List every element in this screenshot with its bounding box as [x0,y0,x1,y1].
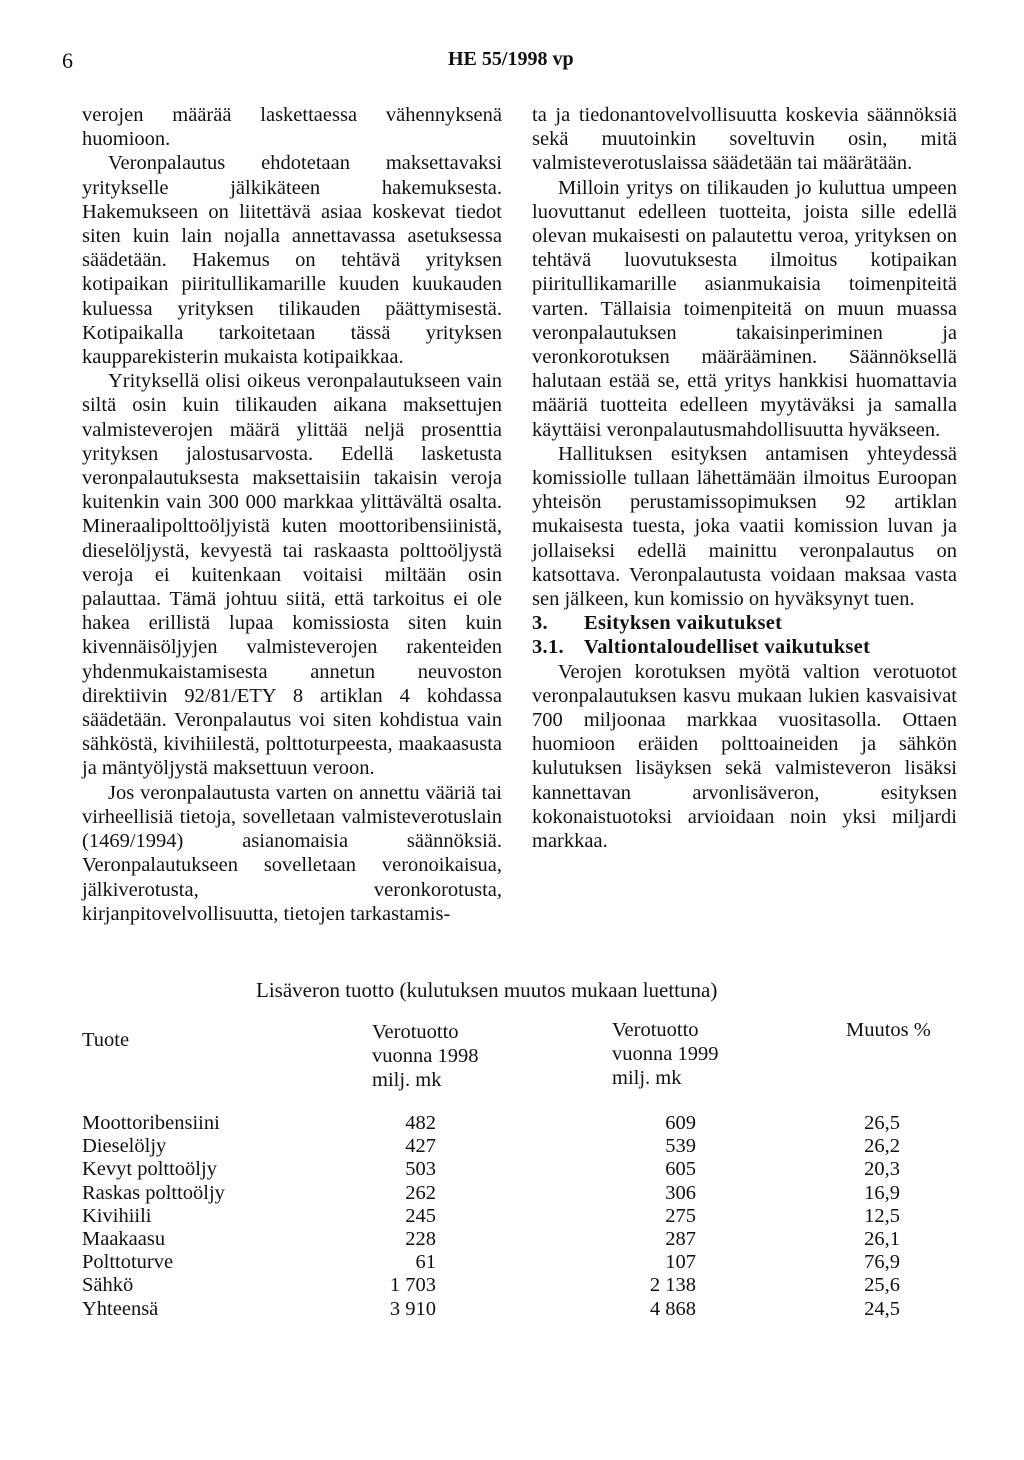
header-line: milj. mk [372,1069,442,1091]
table-cell: 306 [665,1181,696,1204]
subsection-heading [532,635,957,659]
table-cell: 24,5 [864,1297,900,1320]
table-cell: 12,5 [864,1204,900,1227]
paragraph: Jos veronpalautusta varten on annettu vääriä tai virheellisiä tietoja, sovelletaan valmisteverotuslain (1469/1994) asianomaisia säännöksiä. Veronpalautukseen sovelletaan veronoikaisua, jälkiverotusta, veronkorotusta, kirjanpitovelvollisuutta, tietojen tarkastamis- [82,781,502,925]
paragraph: Hallituksen esityksen antamisen yhteydessä komissiolle tullaan lähettämään ilmoitus Euroopan yhteisön perustamissopimuksen 92 artiklan mukaisesta tuesta, joka vaatii komission luvan ja jollaiseksi edellä mainittu veronpalautus on katsottava. Veronpalautusta voidaan maksaa vasta sen jälkeen, kun komissio on hyväksynyt tuen. [532,442,957,611]
table-cell: Kevyt polttoöljy [82,1158,217,1181]
table-cell: 427 [405,1135,436,1158]
paragraph: Milloin yritys on tilikauden jo kuluttua umpeen luovuttanut edelleen tuotteita, joista sille edellä olevan mukaisesti on palautettu veroa, yrityksen on tehtävä luovutuksesta ilmoitus kotipaikan piiritullikamarille asianmukaisia toimenpiteitä varten. Tällaisia toimenpiteitä on muun muassa veronpalautuksen takaisinperiminen ja veronkorotuksen määrääminen. Säännöksellä halutaan estää se, että yritys hankkisi huomattavia määriä tuotteita edelleen myytäväksi ja samalla käyttäisi veronpalautusmahdollisuutta hyväkseen. [532,176,957,441]
table-cell: 26,5 [864,1112,900,1134]
table-cell: 20,3 [864,1158,900,1181]
table-cell: 107 [665,1251,696,1274]
header-line: milj. mk [612,1067,682,1089]
table-cell: 605 [665,1158,696,1181]
product-column [82,1112,332,1321]
table-cell: 61 [415,1251,436,1274]
header-line: vuonna 1998 [372,1045,479,1067]
paragraph: Veronpalautus ehdotetaan maksettavaksi yritykselle jälkikäteen hakemuksesta. Hakemukseen on liitettävä asiaa koskevat tiedot siten kuin lain nojalla annettavassa asetuksessa säädetään. Hakemus on tehtävä yrityksen kotipaikan piiritullikamarille kuuden kuukauden kuluessa yrityksen tilikauden päättymisestä. Kotipaikalla tarkoitetaan tässä yrityksen kaupparekisterin mukaista kotipaikkaa. [82,152,502,369]
table-cell: 26,1 [864,1227,900,1250]
table-cell: 482 [405,1112,436,1134]
paragraph: Verojen korotuksen myötä valtion verotuotot veronpalautuksen kasvu mukaan lukien kasvaisivat 700 miljoonaa markkaa vuositasolla. Ottaen huomioon eräiden polttoaineiden ja sähkön kulutuksen lisäyksen sekä valmisteveron lisäksi kannettavan arvonlisäveron, esityksen kokonaistuotoksi arvioidaan noin yksi miljardi markkaa. [532,660,957,853]
paragraph: ta ja tiedonantovelvollisuutta koskevia säännöksiä sekä muutoinkin soveltuvin osin, mitä valmisteverotuslaissa säädetään tai määrätään. [532,104,957,175]
change-column [820,1112,900,1321]
table-cell: 25,6 [864,1274,900,1297]
header-line: Verotuotto [612,1019,699,1041]
right-column [532,103,957,853]
table-cell: 3 910 [389,1297,436,1320]
section-title: Esityksen vaikutukset [584,612,783,635]
table-cell: 275 [665,1204,696,1227]
document-id: HE 55/1998 vp [448,48,574,70]
table-cell: Yhteensä [82,1297,159,1320]
section-title: Valtiontaloudelliset vaikutukset [584,636,871,659]
section-number: 3. [532,612,548,635]
table-cell: 609 [665,1112,696,1134]
table-cell: Maakaasu [82,1227,166,1250]
table-cell: 245 [405,1204,436,1227]
table-cell: 76,9 [864,1251,900,1274]
header-line: Verotuotto [372,1021,459,1043]
table-cell: 2 138 [649,1274,696,1297]
table-cell: 4 868 [649,1297,696,1320]
table-cell: Polttoturve [82,1251,174,1274]
table-cell: Raskas polttoöljy [82,1181,225,1204]
table-cell: 228 [405,1227,436,1250]
table-cell: 539 [665,1135,696,1158]
value-1998-column [330,1112,436,1321]
column-header-change: Muutos % [846,1019,931,1041]
paragraph: Yrityksellä olisi oikeus veronpalautukseen vain siltä osin kuin tilikauden aikana maksettujen valmisteverojen määrä ylittää neljä prosenttia yrityksen jalostusarvosta. Edellä lasketusta veronpalautuksesta maksettaisiin takaisin veroja kuitenkin vain 300 000 markkaa ylittävältä osalta. Mineraalipolttoöljyistä kuten moottoribensiinistä, dieselöljystä, kevyestä tai raskaasta polttoöljystä veroja ei kuitenkaan voitaisi miltään osin palauttaa. Tämä johtuu siitä, että tarkoitus ei ole hakea erillistä lupaa komissiosta siten kuin kivennäisöljyjen valmisteverojen rakenteiden yhdenmukaistamisesta annetun neuvoston direktiivin 92/81/ETY 8 artiklan 4 kohdassa säädetään. Veronpalautus voi siten kohdistua vain sähköstä, kivihiilestä, polttoturpeesta, maakaasusta ja mäntyöljystä maksettuun veroon. [82,370,502,780]
section-heading [532,611,957,635]
table-cell: Moottoribensiini [82,1112,220,1134]
table-cell: Sähkö [82,1274,134,1297]
section-number: 3.1. [532,636,564,659]
left-column [82,103,502,926]
table-cell: Kivihiili [82,1204,152,1227]
table-cell: 26,2 [864,1135,900,1158]
table-cell: 287 [665,1227,696,1250]
header-line: vuonna 1999 [612,1043,719,1065]
page-number: 6 [62,48,73,73]
table-cell: 16,9 [864,1181,900,1204]
table-cell: Dieselöljy [82,1135,167,1158]
column-header-1998 [372,1020,478,1092]
value-1999-column [580,1112,696,1321]
table-cell: 1 703 [389,1274,436,1297]
table-cell: 262 [405,1181,436,1204]
column-header-product: Tuote [82,1029,130,1051]
column-header-1999 [612,1018,718,1090]
table-caption: Lisäveron tuotto (kulutuksen muutos mukaan luettuna) [256,978,718,1002]
table-cell: 503 [405,1158,436,1181]
paragraph: verojen määrää laskettaessa vähennyksenä huomioon. [82,104,502,151]
